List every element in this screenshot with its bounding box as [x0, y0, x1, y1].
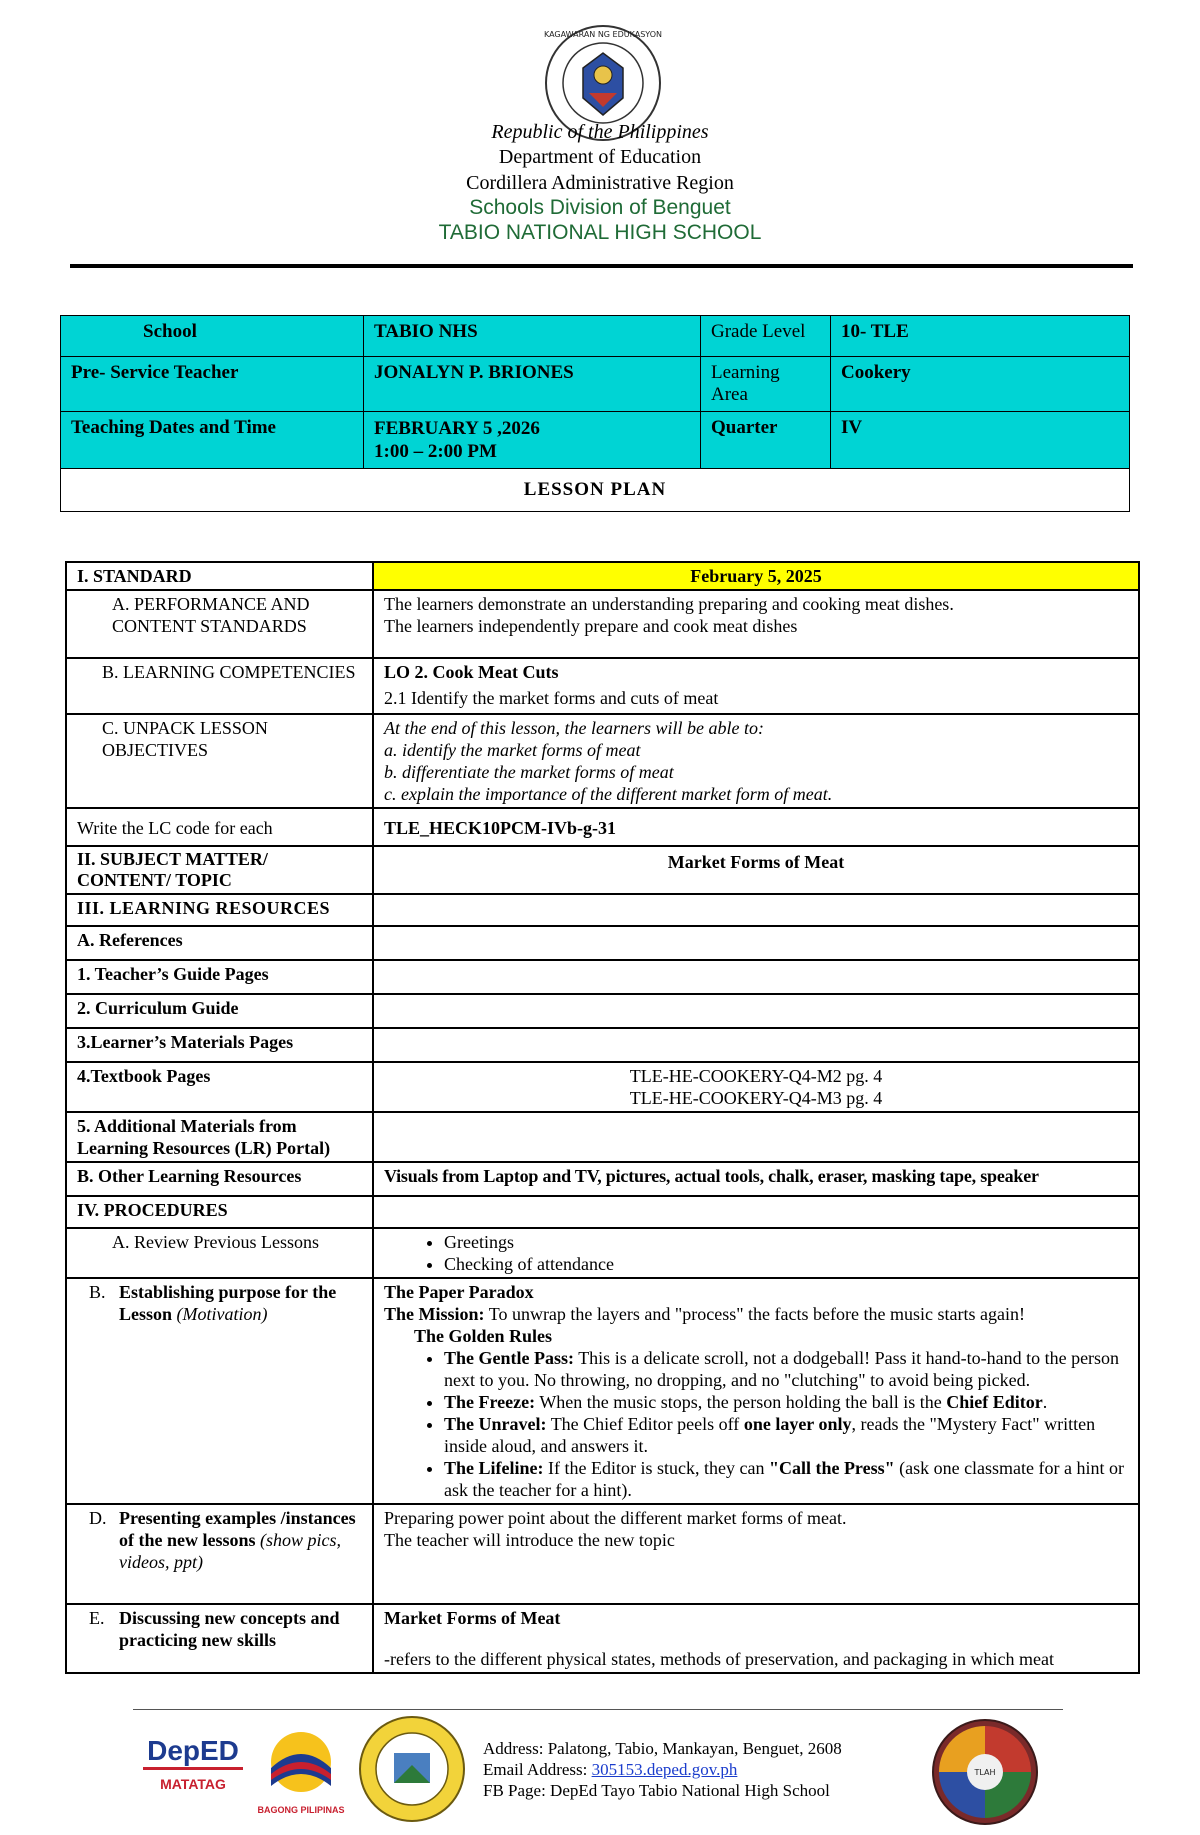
performance-label: A. PERFORMANCE AND CONTENT STANDARDS — [66, 590, 373, 658]
learners-materials-value — [373, 1028, 1139, 1062]
purpose-label-text: Establishing purpose for the Lesson — [119, 1282, 337, 1324]
mission-text: To unwrap the layers and "process" the facts before the music starts again! — [488, 1304, 1025, 1324]
table-row — [66, 1162, 1139, 1196]
table-row — [66, 590, 1139, 658]
area-label: Learning Area — [701, 357, 831, 412]
performance-text-1: The learners demonstrate an understanding preparing and cooking meat dishes. — [384, 594, 954, 614]
dates-label: Teaching Dates and Time — [61, 412, 364, 469]
bagong-text: BAGONG PILIPINAS — [257, 1805, 345, 1815]
curriculum-guide-label: 2. Curriculum Guide — [66, 994, 373, 1028]
rules-title: The Golden Rules — [414, 1326, 553, 1346]
resources-label: III. LEARNING RESOURCES — [66, 894, 373, 926]
quarter-value: IV — [831, 412, 1130, 469]
resources-value — [373, 894, 1139, 926]
textbook-value-2: TLE-HE-COOKERY-Q4-M3 pg. 4 — [629, 1088, 883, 1108]
purpose-label-italic: (Motivation) — [176, 1304, 268, 1324]
presenting-text-2: The teacher will introduce the new topic — [384, 1530, 675, 1550]
other-resources-label: B. Other Learning Resources — [66, 1162, 373, 1196]
rule-item: • The Freeze: When the music stops, the person holding the ball is the Chief Editor. — [444, 1391, 1128, 1413]
subject-label: II. SUBJECT MATTER/ CONTENT/ TOPIC — [66, 846, 373, 894]
mission-label: The Mission: — [384, 1304, 485, 1324]
table-row — [66, 808, 1139, 846]
subject-value: Market Forms of Meat — [373, 846, 1139, 894]
header-school: TABIO NATIONAL HIGH SCHOOL — [438, 221, 762, 244]
table-row — [66, 1228, 1139, 1278]
footer-email-line — [483, 1759, 903, 1780]
list-item: • Checking of attendance — [444, 1253, 1128, 1275]
rule3-label: The Unravel: — [444, 1414, 547, 1434]
footer-fb: FB Page: DepEd Tayo Tabio National High School — [483, 1781, 830, 1800]
rule2-label: The Freeze: — [444, 1392, 536, 1412]
additional-materials-value — [373, 1112, 1139, 1162]
presenting-label-text: Presenting examples /instances of the new lessons — [119, 1508, 356, 1550]
competency-title: LO 2. Cook Meat Cuts — [384, 662, 559, 682]
paradox-title: The Paper Paradox — [384, 1282, 534, 1302]
teacher-value: JONALYN P. BRIONES — [364, 357, 701, 412]
table-row — [66, 562, 1139, 590]
discussing-label-text: Discussing new concepts and practicing new skills — [119, 1608, 340, 1650]
table-row — [66, 658, 1139, 714]
table-row — [66, 1604, 1139, 1673]
rule1-label: The Gentle Pass: — [444, 1348, 574, 1368]
other-resources-value: Visuals from Laptop and TV, pictures, actual tools, chalk, eraser, masking tape, speaker — [373, 1162, 1139, 1196]
info-table — [60, 315, 1130, 512]
table-row — [66, 714, 1139, 808]
rule-item — [444, 1347, 1128, 1391]
grade-value: 10- TLE — [831, 316, 1130, 357]
discussing-text: -refers to the different physical states, methods of preservation, and packaging in which meat — [384, 1649, 1054, 1669]
footer-address: Address: Palatong, Tabio, Mankayan, Benguet, 2608 — [483, 1739, 842, 1758]
objective-a: a. identify the market forms of meat — [384, 740, 641, 760]
footer-contact — [483, 1738, 903, 1801]
review-label: A. Review Previous Lessons — [66, 1228, 373, 1278]
curriculum-guide-value — [373, 994, 1139, 1028]
objective-c: c. explain the importance of the different market form of meat. — [384, 784, 833, 804]
school-value: TABIO NHS — [364, 316, 701, 357]
school-label: School — [61, 316, 364, 357]
rule3-text2: , reads the "Mystery Fact" written inside aloud, and answers it. — [444, 1414, 1096, 1456]
competencies-label: B. LEARNING COMPETENCIES — [66, 658, 373, 714]
table-row — [66, 960, 1139, 994]
dates-value-date: FEBRUARY 5 ,2026 — [374, 418, 540, 439]
area-value: Cookery — [831, 357, 1130, 412]
svg-text:KAGAWARAN NG EDUKASYON: KAGAWARAN NG EDUKASYON — [543, 30, 663, 39]
bagong-pilipinas-logo — [255, 1730, 347, 1820]
table-row — [66, 1028, 1139, 1062]
standard-label: I. STANDARD — [66, 562, 373, 590]
discussing-content — [373, 1604, 1139, 1673]
bagong-pilipinas-icon — [255, 1730, 347, 1800]
rule4-text1: If the Editor is stuck, they can — [548, 1458, 765, 1478]
competencies-text — [373, 658, 1139, 714]
presenting-letter: D. — [89, 1508, 107, 1528]
performance-text — [373, 590, 1139, 658]
table-row — [66, 1278, 1139, 1504]
textbook-label: 4.Textbook Pages — [66, 1062, 373, 1112]
presenting-label-italic: (show pics, videos, ppt) — [119, 1530, 342, 1572]
footer-email-link[interactable]: 305153.deped.gov.ph — [591, 1760, 738, 1779]
textbook-value — [373, 1062, 1139, 1112]
dates-value — [364, 412, 701, 469]
presenting-text-1: Preparing power point about the different market forms of meat. — [384, 1508, 847, 1528]
table-row — [66, 1504, 1139, 1604]
svg-text:TLAH: TLAH — [974, 1768, 996, 1777]
plan-date: February 5, 2025 — [373, 562, 1139, 590]
teacher-label: Pre- Service Teacher — [61, 357, 364, 412]
header-divider — [70, 264, 1133, 268]
presenting-content — [373, 1504, 1139, 1604]
purpose-letter: B. — [89, 1282, 106, 1302]
objectives-intro: At the end of this lesson, the learners will be able to: — [384, 718, 764, 738]
procedures-label: IV. PROCEDURES — [66, 1196, 373, 1228]
table-row — [66, 994, 1139, 1028]
textbook-value-1: TLE-HE-COOKERY-Q4-M2 pg. 4 — [629, 1066, 883, 1086]
list-item: • Greetings — [444, 1231, 1128, 1253]
teachers-guide-value — [373, 960, 1139, 994]
rules-list — [384, 1347, 1128, 1501]
references-label: A. References — [66, 926, 373, 960]
header-department: Department of Education — [498, 146, 702, 168]
table-row — [66, 846, 1139, 894]
procedures-value — [373, 1196, 1139, 1228]
dates-value-time: 1:00 – 2:00 PM — [374, 441, 497, 462]
rule-item — [444, 1457, 1128, 1501]
rule2-text: When the music stops, the person holding the ball is the — [539, 1392, 942, 1412]
additional-materials-label: 5. Additional Materials from Learning Resources (LR) Portal) — [66, 1112, 373, 1162]
performance-text-2: The learners independently prepare and cook meat dishes — [384, 616, 798, 636]
rule4-bold: "Call the Press" — [768, 1458, 895, 1478]
learners-materials-label: 3.Learner’s Materials Pages — [66, 1028, 373, 1062]
matatag-text: MATATAG — [160, 1776, 226, 1792]
presenting-label — [66, 1504, 373, 1604]
table-row — [66, 894, 1139, 926]
school-seal-logo — [357, 1715, 467, 1823]
tlah-logo — [928, 1712, 1043, 1827]
purpose-label — [66, 1278, 373, 1504]
rule3-text1: The Chief Editor peels off — [550, 1414, 740, 1434]
review-list-cell — [373, 1228, 1139, 1278]
rule1-text: This is a delicate scroll, not a dodgeball! Pass it hand-to-hand to the person next to you. No throwing, no dropping, and no "clutching" to avoid being picked. — [444, 1348, 1120, 1390]
rule-item — [444, 1413, 1128, 1457]
footer-divider — [133, 1709, 1063, 1710]
table-row — [66, 926, 1139, 960]
footer-email-label: Email Address: — [483, 1760, 588, 1779]
lesson-plan-title: LESSON PLAN — [61, 469, 1130, 512]
lc-code-label: Write the LC code for each — [66, 808, 373, 846]
header-region: Cordillera Administrative Region — [466, 172, 734, 194]
discussing-title: Market Forms of Meat — [384, 1608, 561, 1628]
rule4-label: The Lifeline: — [444, 1458, 544, 1478]
competency-text: 2.1 Identify the market forms and cuts of meat — [384, 688, 719, 708]
lesson-plan-table — [65, 561, 1140, 1674]
header-division: Schools Division of Benguet — [469, 196, 731, 219]
deped-logo-text: DepED — [143, 1735, 243, 1770]
purpose-content — [373, 1278, 1139, 1504]
references-value — [373, 926, 1139, 960]
review-list — [384, 1231, 1128, 1275]
objectives-text — [373, 714, 1139, 808]
rule3-bold: one layer only — [743, 1414, 852, 1434]
objectives-label: C. UNPACK LESSON OBJECTIVES — [66, 714, 373, 808]
rule4-text2: (ask one classmate for a hint or ask the teacher for a hint). — [444, 1458, 1125, 1500]
header-republic: Republic of the Philippines — [491, 121, 709, 143]
deped-matatag-logo — [143, 1735, 243, 1815]
lc-code-value: TLE_HECK10PCM-IVb-g-31 — [373, 808, 1139, 846]
table-row — [66, 1112, 1139, 1162]
objective-b: b. differentiate the market forms of meat — [384, 762, 674, 782]
grade-label: Grade Level — [701, 316, 831, 357]
discussing-label — [66, 1604, 373, 1673]
table-row — [66, 1196, 1139, 1228]
quarter-label: Quarter — [701, 412, 831, 469]
rule2-bold: Chief Editor — [946, 1392, 1043, 1412]
teachers-guide-label: 1. Teacher’s Guide Pages — [66, 960, 373, 994]
discussing-letter: E. — [89, 1608, 105, 1628]
table-row — [66, 1062, 1139, 1112]
